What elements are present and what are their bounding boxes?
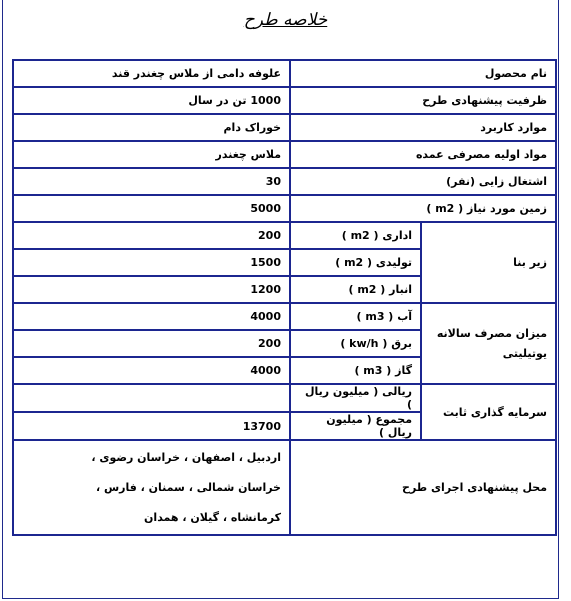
building-office-unit: ( m2 ) [341, 229, 379, 242]
utility-power-unit: ( kw/h ) [340, 337, 388, 350]
utility-water-unit: ( m3 ) [356, 310, 394, 323]
investment-total-value: 13700 [13, 412, 290, 440]
table-row [13, 60, 556, 87]
table-row [13, 141, 556, 168]
building-office-value: 200 [13, 222, 290, 249]
plan-summary-table [12, 59, 557, 536]
location-line: اردبیل ، اصفهان ، خراسان رضوی ، [91, 450, 281, 464]
usage-value: خوراک دام [13, 114, 290, 141]
investment-rial-value [13, 384, 290, 412]
table-row [13, 440, 556, 535]
location-line: کرمانشاه ، گیلان ، همدان [144, 510, 281, 524]
building-office-text: اداری [382, 229, 413, 242]
capacity-value: 1000 تن در سال [13, 87, 290, 114]
building-production-label [290, 249, 421, 276]
location-line: خراسان شمالی ، سمنان ، فارس ، [95, 480, 281, 494]
utility-power-value: 200 [13, 330, 290, 357]
building-storage-label [290, 276, 421, 303]
land-label [290, 195, 556, 222]
building-production-unit: ( m2 ) [335, 256, 373, 269]
utility-water-value: 4000 [13, 303, 290, 330]
utility-power-text: برق [391, 337, 413, 350]
page-title: خلاصه طرح [243, 10, 328, 30]
utility-gas-value: 4000 [13, 357, 290, 384]
location-label: محل پیشنهادی اجرای طرح [290, 440, 556, 535]
land-label-text: زمین مورد نیاز [467, 202, 548, 215]
table-row [13, 303, 556, 330]
building-storage-text: انبار [389, 283, 413, 296]
table-row [13, 114, 556, 141]
investment-label: سرمایه گذاری ثابت [421, 384, 556, 440]
capacity-label: ظرفیت پیشنهادی طرح [290, 87, 556, 114]
raw-material-value: ملاس چغندر [13, 141, 290, 168]
employment-value: 30 [13, 168, 290, 195]
building-label: زیر بنا [421, 222, 556, 303]
product-name-value: علوفه دامی از ملاس چغندر قند [13, 60, 290, 87]
building-storage-value: 1200 [13, 276, 290, 303]
utility-power-label [290, 330, 421, 357]
investment-total-label: مجموع ( میلیون ریال ) [290, 412, 421, 440]
raw-material-label: مواد اولیه مصرفی عمده [290, 141, 556, 168]
usage-label: موارد کاربرد [290, 114, 556, 141]
building-production-text: تولیدی [375, 256, 413, 269]
utility-gas-unit: ( m3 ) [354, 364, 392, 377]
table-row [13, 195, 556, 222]
table-row [13, 222, 556, 249]
table-row [13, 384, 556, 412]
investment-rial-label: ریالی ( میلیون ریال ) [290, 384, 421, 412]
utility-label: میزان مصرف سالانه یوتیلیتی [421, 303, 556, 384]
land-unit: ( m2 ) [426, 202, 464, 215]
product-name-label: نام محصول [290, 60, 556, 87]
building-storage-unit: ( m2 ) [348, 283, 386, 296]
location-value [13, 440, 290, 535]
table-row [13, 87, 556, 114]
utility-water-text: آب [397, 310, 413, 323]
employment-label: اشتغال زایی (نفر) [290, 168, 556, 195]
table-row [13, 168, 556, 195]
land-value: 5000 [13, 195, 290, 222]
utility-gas-label [290, 357, 421, 384]
building-production-value: 1500 [13, 249, 290, 276]
utility-gas-text: گاز [395, 364, 413, 377]
building-office-label [290, 222, 421, 249]
utility-water-label [290, 303, 421, 330]
